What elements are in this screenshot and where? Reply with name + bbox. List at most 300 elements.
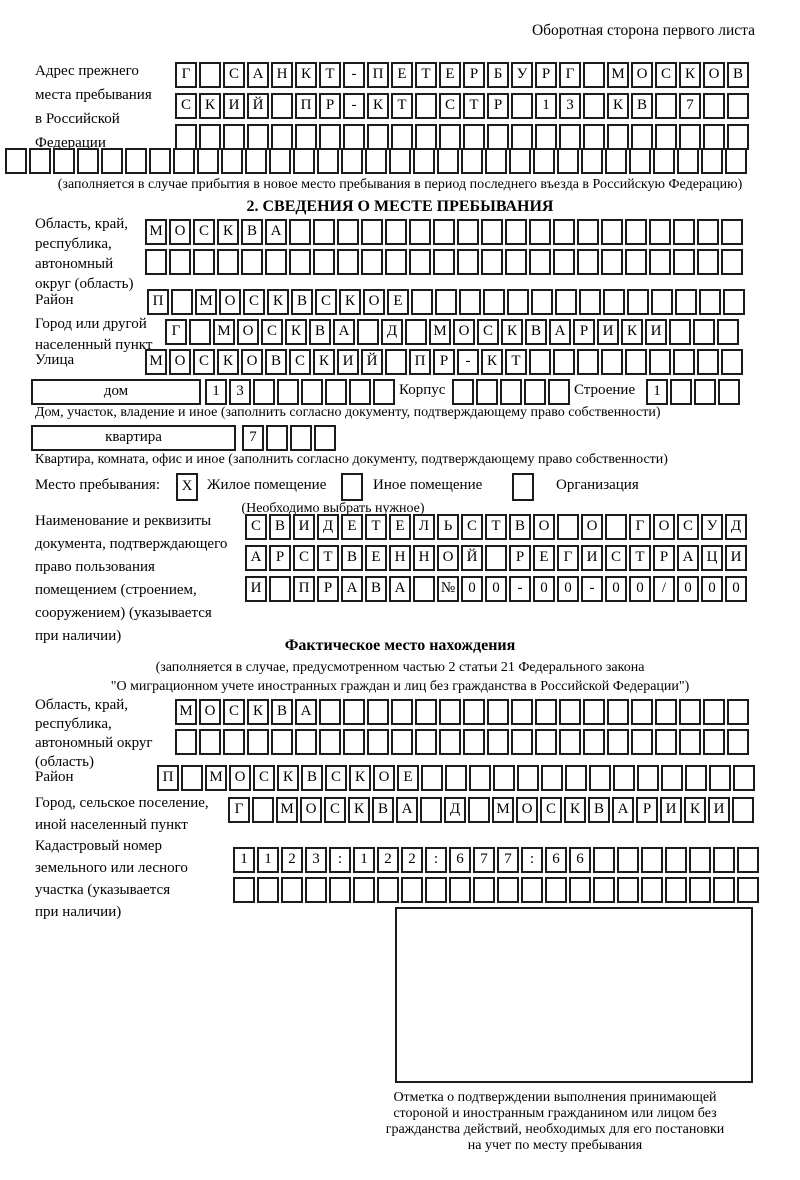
char-cell[interactable] [289, 249, 311, 275]
char-cell[interactable]: К [217, 219, 239, 245]
char-cell[interactable] [337, 219, 359, 245]
char-cell[interactable]: Т [415, 62, 437, 88]
char-cell[interactable] [529, 249, 551, 275]
char-cell[interactable] [439, 699, 461, 725]
char-cell[interactable] [175, 729, 197, 755]
char-cell[interactable] [343, 124, 365, 150]
char-cell[interactable]: С [439, 93, 461, 119]
char-cell[interactable]: Г [629, 514, 651, 540]
char-cell[interactable] [463, 124, 485, 150]
char-cell[interactable] [631, 124, 653, 150]
char-cell[interactable] [439, 124, 461, 150]
char-cell[interactable] [343, 729, 365, 755]
char-cell[interactable] [483, 289, 505, 315]
char-cell[interactable]: К [367, 93, 389, 119]
char-cell[interactable]: Л [413, 514, 435, 540]
char-cell[interactable] [675, 289, 697, 315]
char-cell[interactable] [733, 765, 755, 791]
char-cell[interactable] [694, 379, 716, 405]
char-cell[interactable] [305, 877, 327, 903]
char-cell[interactable] [673, 219, 695, 245]
char-cell[interactable] [476, 379, 498, 405]
char-cell[interactable] [181, 765, 203, 791]
char-cell[interactable]: О [169, 349, 191, 375]
char-cell[interactable] [727, 124, 749, 150]
char-cell[interactable] [625, 219, 647, 245]
char-cell[interactable] [649, 249, 671, 275]
char-cell[interactable]: Р [487, 93, 509, 119]
char-cell[interactable] [613, 765, 635, 791]
char-cell[interactable] [577, 249, 599, 275]
char-cell[interactable]: 3 [305, 847, 327, 873]
char-cell[interactable]: О [533, 514, 555, 540]
char-cell[interactable] [377, 877, 399, 903]
char-cell[interactable] [521, 877, 543, 903]
char-cell[interactable] [171, 289, 193, 315]
char-cell[interactable]: О [237, 319, 259, 345]
char-cell[interactable]: В [309, 319, 331, 345]
char-cell[interactable] [457, 249, 479, 275]
char-cell[interactable]: 2 [401, 847, 423, 873]
char-cell[interactable] [493, 765, 515, 791]
char-cell[interactable] [541, 765, 563, 791]
char-cell[interactable] [629, 148, 651, 174]
char-cell[interactable] [199, 729, 221, 755]
char-cell[interactable]: А [612, 797, 634, 823]
char-cell[interactable] [607, 729, 629, 755]
char-cell[interactable] [535, 124, 557, 150]
char-cell[interactable]: 1 [535, 93, 557, 119]
char-cell[interactable] [301, 379, 323, 405]
char-cell[interactable]: 1 [233, 847, 255, 873]
char-cell[interactable] [421, 765, 443, 791]
char-cell[interactable] [699, 289, 721, 315]
char-cell[interactable] [241, 249, 263, 275]
char-cell[interactable] [709, 765, 731, 791]
char-cell[interactable] [313, 219, 335, 245]
char-cell[interactable] [677, 148, 699, 174]
char-cell[interactable]: А [396, 797, 418, 823]
char-cell[interactable] [290, 425, 312, 451]
char-cell[interactable] [437, 148, 459, 174]
char-cell[interactable] [511, 124, 533, 150]
char-cell[interactable] [247, 729, 269, 755]
char-cell[interactable]: К [247, 699, 269, 725]
char-cell[interactable]: М [205, 765, 227, 791]
char-cell[interactable]: Й [461, 545, 483, 571]
char-cell[interactable] [29, 148, 51, 174]
char-cell[interactable]: 7 [473, 847, 495, 873]
char-cell[interactable]: М [195, 289, 217, 315]
char-cell[interactable] [481, 219, 503, 245]
char-cell[interactable] [725, 148, 747, 174]
char-cell[interactable] [511, 729, 533, 755]
char-cell[interactable]: 0 [701, 576, 723, 602]
char-cell[interactable] [553, 349, 575, 375]
char-cell[interactable]: К [348, 797, 370, 823]
char-cell[interactable] [651, 289, 673, 315]
char-cell[interactable]: Г [228, 797, 250, 823]
char-cell[interactable]: И [597, 319, 619, 345]
char-cell[interactable]: Г [559, 62, 581, 88]
char-cell[interactable] [697, 219, 719, 245]
char-cell[interactable] [655, 93, 677, 119]
char-cell[interactable]: Е [397, 765, 419, 791]
char-cell[interactable] [593, 877, 615, 903]
char-cell[interactable] [673, 249, 695, 275]
char-cell[interactable]: К [481, 349, 503, 375]
char-cell[interactable] [415, 699, 437, 725]
char-cell[interactable]: В [727, 62, 749, 88]
char-cell[interactable] [607, 699, 629, 725]
char-cell[interactable]: О [373, 765, 395, 791]
char-cell[interactable]: В [365, 576, 387, 602]
char-cell[interactable]: А [247, 62, 269, 88]
char-cell[interactable]: В [509, 514, 531, 540]
char-cell[interactable] [703, 729, 725, 755]
char-cell[interactable]: А [677, 545, 699, 571]
char-cell[interactable]: : [329, 847, 351, 873]
char-cell[interactable] [405, 319, 427, 345]
char-cell[interactable] [353, 877, 375, 903]
char-cell[interactable] [509, 148, 531, 174]
char-cell[interactable]: О [516, 797, 538, 823]
char-cell[interactable] [413, 148, 435, 174]
char-cell[interactable] [631, 729, 653, 755]
char-cell[interactable]: Б [487, 62, 509, 88]
char-cell[interactable]: Н [413, 545, 435, 571]
char-cell[interactable]: 6 [449, 847, 471, 873]
char-cell[interactable] [343, 699, 365, 725]
char-cell[interactable] [457, 219, 479, 245]
char-cell[interactable]: Е [387, 289, 409, 315]
char-cell[interactable]: : [521, 847, 543, 873]
char-cell[interactable] [703, 699, 725, 725]
char-cell[interactable] [223, 124, 245, 150]
char-cell[interactable] [577, 349, 599, 375]
char-cell[interactable]: К [199, 93, 221, 119]
char-cell[interactable] [641, 847, 663, 873]
char-cell[interactable] [631, 699, 653, 725]
char-cell[interactable]: А [333, 319, 355, 345]
char-cell[interactable] [601, 349, 623, 375]
char-cell[interactable] [293, 148, 315, 174]
kvartira-type-box[interactable]: квартира [31, 425, 236, 451]
char-cell[interactable] [531, 289, 553, 315]
char-cell[interactable]: Е [365, 545, 387, 571]
char-cell[interactable] [617, 847, 639, 873]
char-cell[interactable]: Т [463, 93, 485, 119]
char-cell[interactable]: Р [509, 545, 531, 571]
char-cell[interactable]: О [453, 319, 475, 345]
char-cell[interactable] [737, 877, 759, 903]
char-cell[interactable]: В [372, 797, 394, 823]
char-cell[interactable]: 0 [725, 576, 747, 602]
char-cell[interactable]: О [703, 62, 725, 88]
char-cell[interactable]: К [295, 62, 317, 88]
char-cell[interactable]: Т [629, 545, 651, 571]
char-cell[interactable] [529, 349, 551, 375]
char-cell[interactable] [411, 289, 433, 315]
char-cell[interactable]: № [437, 576, 459, 602]
char-cell[interactable]: А [265, 219, 287, 245]
char-cell[interactable] [487, 699, 509, 725]
char-cell[interactable] [605, 148, 627, 174]
char-cell[interactable]: Р [636, 797, 658, 823]
char-cell[interactable] [295, 729, 317, 755]
char-cell[interactable]: А [549, 319, 571, 345]
char-cell[interactable] [727, 93, 749, 119]
char-cell[interactable] [173, 148, 195, 174]
char-cell[interactable] [337, 249, 359, 275]
char-cell[interactable] [445, 765, 467, 791]
char-cell[interactable] [77, 148, 99, 174]
char-cell[interactable]: Н [389, 545, 411, 571]
char-cell[interactable] [697, 349, 719, 375]
char-cell[interactable]: В [525, 319, 547, 345]
char-cell[interactable]: 0 [485, 576, 507, 602]
char-cell[interactable]: К [277, 765, 299, 791]
char-cell[interactable]: Р [573, 319, 595, 345]
char-cell[interactable]: Р [317, 576, 339, 602]
char-cell[interactable] [670, 379, 692, 405]
char-cell[interactable]: Й [247, 93, 269, 119]
char-cell[interactable]: М [175, 699, 197, 725]
char-cell[interactable] [655, 124, 677, 150]
char-cell[interactable] [679, 124, 701, 150]
char-cell[interactable]: Т [505, 349, 527, 375]
char-cell[interactable]: Г [557, 545, 579, 571]
char-cell[interactable]: И [708, 797, 730, 823]
char-cell[interactable] [727, 729, 749, 755]
char-cell[interactable] [627, 289, 649, 315]
char-cell[interactable] [625, 249, 647, 275]
char-cell[interactable] [487, 729, 509, 755]
char-cell[interactable]: В [241, 219, 263, 245]
char-cell[interactable]: Т [391, 93, 413, 119]
char-cell[interactable]: О [199, 699, 221, 725]
char-cell[interactable] [497, 877, 519, 903]
char-cell[interactable] [289, 219, 311, 245]
char-cell[interactable] [433, 219, 455, 245]
char-cell[interactable]: С [261, 319, 283, 345]
char-cell[interactable]: А [245, 545, 267, 571]
char-cell[interactable]: М [429, 319, 451, 345]
char-cell[interactable]: Р [653, 545, 675, 571]
char-cell[interactable] [625, 349, 647, 375]
char-cell[interactable] [53, 148, 75, 174]
char-cell[interactable]: С [324, 797, 346, 823]
char-cell[interactable] [703, 124, 725, 150]
char-cell[interactable]: 1 [646, 379, 668, 405]
char-cell[interactable]: : [425, 847, 447, 873]
char-cell[interactable]: Т [317, 545, 339, 571]
char-cell[interactable] [593, 847, 615, 873]
char-cell[interactable] [717, 319, 739, 345]
char-cell[interactable]: К [313, 349, 335, 375]
char-cell[interactable] [727, 699, 749, 725]
char-cell[interactable] [557, 148, 579, 174]
char-cell[interactable] [221, 148, 243, 174]
char-cell[interactable]: Е [341, 514, 363, 540]
char-cell[interactable] [637, 765, 659, 791]
char-cell[interactable]: 3 [559, 93, 581, 119]
char-cell[interactable]: О [437, 545, 459, 571]
char-cell[interactable] [266, 425, 288, 451]
char-cell[interactable] [385, 219, 407, 245]
char-cell[interactable]: М [492, 797, 514, 823]
char-cell[interactable] [617, 877, 639, 903]
char-cell[interactable] [435, 289, 457, 315]
char-cell[interactable] [415, 729, 437, 755]
char-cell[interactable] [535, 699, 557, 725]
char-cell[interactable]: 3 [229, 379, 251, 405]
char-cell[interactable] [265, 249, 287, 275]
char-cell[interactable] [361, 249, 383, 275]
char-cell[interactable] [505, 219, 527, 245]
char-cell[interactable] [420, 797, 442, 823]
char-cell[interactable] [245, 148, 267, 174]
char-cell[interactable] [665, 877, 687, 903]
char-cell[interactable]: В [265, 349, 287, 375]
char-cell[interactable] [189, 319, 211, 345]
char-cell[interactable]: 6 [545, 847, 567, 873]
char-cell[interactable]: - [343, 62, 365, 88]
char-cell[interactable] [149, 148, 171, 174]
char-cell[interactable] [500, 379, 522, 405]
char-cell[interactable] [653, 148, 675, 174]
char-cell[interactable] [463, 729, 485, 755]
char-cell[interactable] [415, 124, 437, 150]
char-cell[interactable]: П [147, 289, 169, 315]
char-cell[interactable] [223, 729, 245, 755]
char-cell[interactable] [679, 699, 701, 725]
char-cell[interactable] [425, 877, 447, 903]
char-cell[interactable] [5, 148, 27, 174]
char-cell[interactable] [391, 729, 413, 755]
char-cell[interactable]: / [653, 576, 675, 602]
char-cell[interactable]: 0 [461, 576, 483, 602]
char-cell[interactable]: Р [269, 545, 291, 571]
char-cell[interactable] [555, 289, 577, 315]
char-cell[interactable] [361, 219, 383, 245]
char-cell[interactable] [319, 124, 341, 150]
char-cell[interactable] [732, 797, 754, 823]
char-cell[interactable] [721, 219, 743, 245]
char-cell[interactable]: У [701, 514, 723, 540]
char-cell[interactable] [701, 148, 723, 174]
char-cell[interactable] [679, 729, 701, 755]
char-cell[interactable]: Р [463, 62, 485, 88]
char-cell[interactable] [579, 289, 601, 315]
char-cell[interactable]: С [325, 765, 347, 791]
char-cell[interactable] [569, 877, 591, 903]
char-cell[interactable] [721, 249, 743, 275]
char-cell[interactable] [545, 877, 567, 903]
char-cell[interactable] [367, 729, 389, 755]
char-cell[interactable] [685, 765, 707, 791]
char-cell[interactable]: М [276, 797, 298, 823]
char-cell[interactable] [583, 124, 605, 150]
char-cell[interactable]: Ц [701, 545, 723, 571]
char-cell[interactable] [357, 319, 379, 345]
char-cell[interactable]: 7 [242, 425, 264, 451]
char-cell[interactable] [693, 319, 715, 345]
char-cell[interactable] [469, 765, 491, 791]
char-cell[interactable]: 2 [377, 847, 399, 873]
char-cell[interactable]: 0 [533, 576, 555, 602]
char-cell[interactable]: Н [271, 62, 293, 88]
char-cell[interactable]: Д [381, 319, 403, 345]
char-cell[interactable]: С [655, 62, 677, 88]
char-cell[interactable]: Д [317, 514, 339, 540]
char-cell[interactable]: В [588, 797, 610, 823]
char-cell[interactable] [581, 148, 603, 174]
char-cell[interactable]: Д [444, 797, 466, 823]
dom-type-box[interactable]: дом [31, 379, 201, 405]
char-cell[interactable] [409, 249, 431, 275]
char-cell[interactable]: Т [319, 62, 341, 88]
char-cell[interactable] [413, 576, 435, 602]
char-cell[interactable]: 6 [569, 847, 591, 873]
char-cell[interactable]: О [581, 514, 603, 540]
char-cell[interactable]: Г [175, 62, 197, 88]
char-cell[interactable]: Д [725, 514, 747, 540]
char-cell[interactable] [661, 765, 683, 791]
char-cell[interactable]: И [645, 319, 667, 345]
char-cell[interactable] [463, 699, 485, 725]
char-cell[interactable] [559, 124, 581, 150]
char-cell[interactable] [125, 148, 147, 174]
char-cell[interactable] [391, 124, 413, 150]
char-cell[interactable]: Е [389, 514, 411, 540]
char-cell[interactable] [401, 877, 423, 903]
char-cell[interactable] [723, 289, 745, 315]
char-cell[interactable] [689, 847, 711, 873]
char-cell[interactable]: О [653, 514, 675, 540]
char-cell[interactable] [655, 699, 677, 725]
char-cell[interactable]: Г [165, 319, 187, 345]
char-cell[interactable]: В [271, 699, 293, 725]
char-cell[interactable] [252, 797, 274, 823]
char-cell[interactable] [665, 847, 687, 873]
char-cell[interactable]: О [300, 797, 322, 823]
char-cell[interactable]: П [295, 93, 317, 119]
char-cell[interactable] [367, 124, 389, 150]
char-cell[interactable]: С [677, 514, 699, 540]
char-cell[interactable] [468, 797, 490, 823]
char-cell[interactable] [452, 379, 474, 405]
char-cell[interactable]: С [289, 349, 311, 375]
char-cell[interactable]: С [175, 93, 197, 119]
char-cell[interactable] [199, 62, 221, 88]
char-cell[interactable] [577, 219, 599, 245]
char-cell[interactable] [271, 93, 293, 119]
char-cell[interactable] [533, 148, 555, 174]
char-cell[interactable] [193, 249, 215, 275]
char-cell[interactable] [169, 249, 191, 275]
char-cell[interactable]: П [367, 62, 389, 88]
char-cell[interactable] [485, 545, 507, 571]
char-cell[interactable] [433, 249, 455, 275]
char-cell[interactable]: С [605, 545, 627, 571]
char-cell[interactable] [703, 93, 725, 119]
char-cell[interactable]: М [213, 319, 235, 345]
char-cell[interactable]: С [223, 62, 245, 88]
char-cell[interactable] [217, 249, 239, 275]
char-cell[interactable]: И [725, 545, 747, 571]
char-cell[interactable] [485, 148, 507, 174]
